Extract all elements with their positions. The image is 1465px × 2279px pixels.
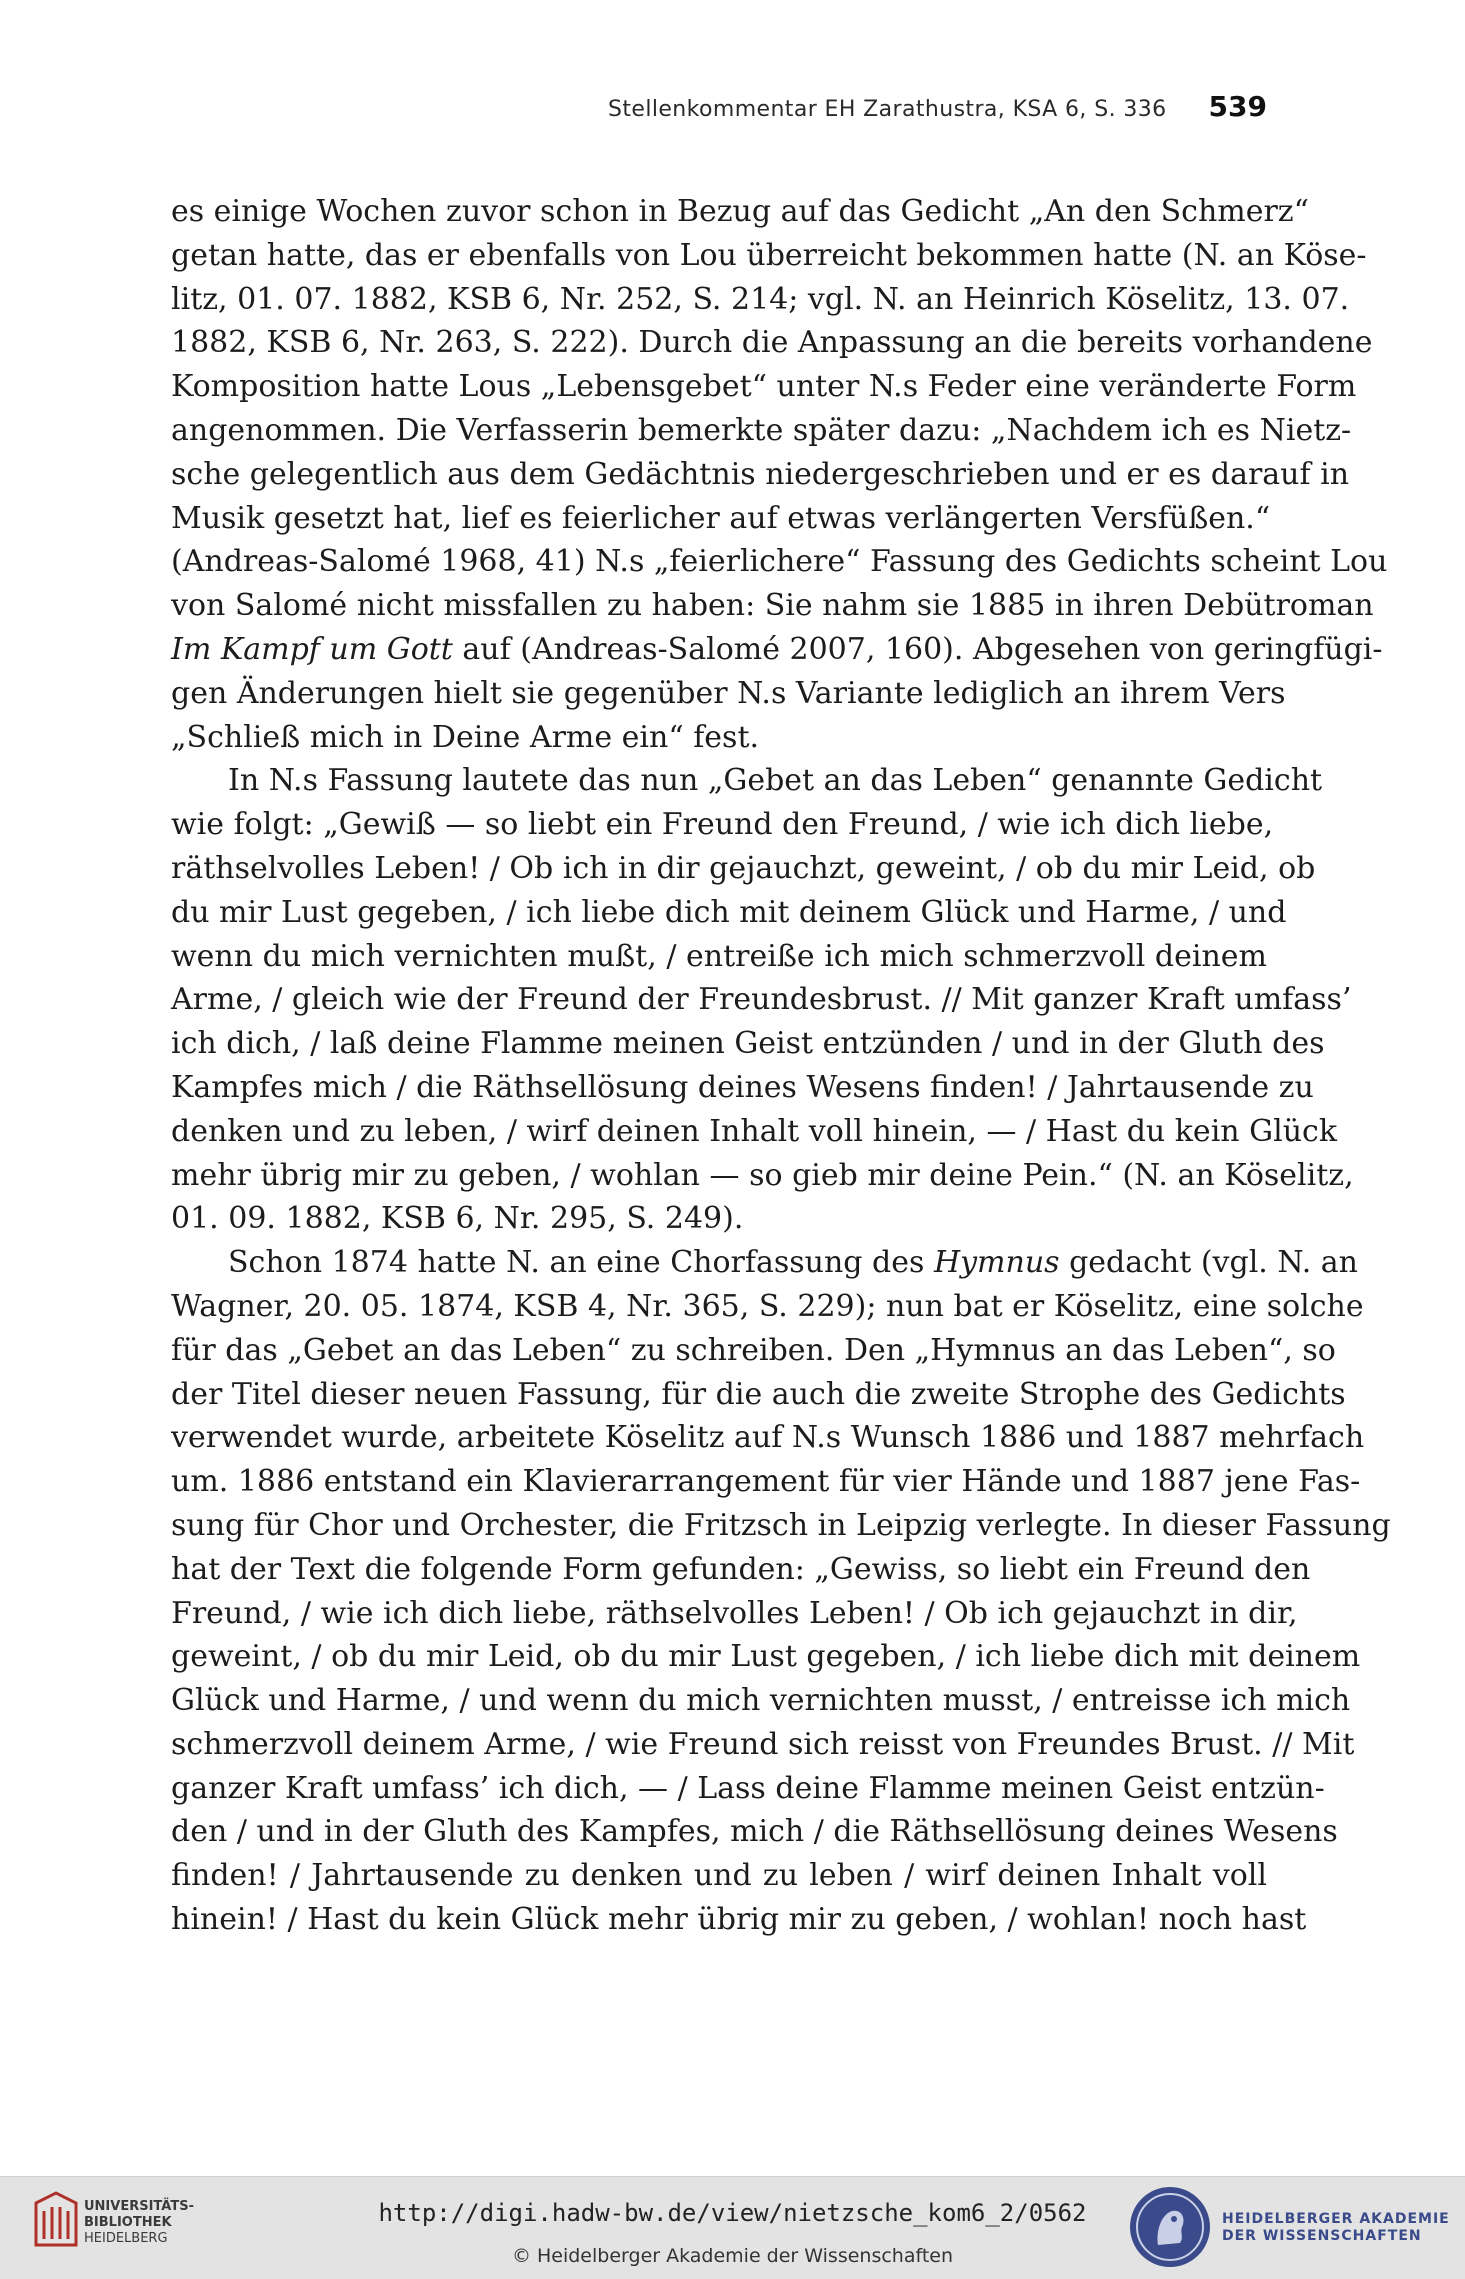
paragraph-2 bbox=[171, 759, 1354, 1241]
text-line: 01. 09. 1882, KSB 6, Nr. 295, S. 249). bbox=[171, 1201, 744, 1237]
running-head bbox=[171, 90, 1267, 123]
text-line: hat der Text die folgende Form gefunden: „Gewiss, so liebt ein Freund den bbox=[171, 1551, 1311, 1587]
text-line: angenommen. Die Verfasserin bemerkte später dazu: „Nachdem ich es Nietz- bbox=[171, 412, 1352, 448]
commentary-text bbox=[171, 190, 1391, 1942]
text-line: (Andreas-Salomé 1968, 41) N.s „feierlichere“ Fassung des Gedichts scheint Lou bbox=[171, 544, 1388, 580]
text-line: Kampfes mich / die Räthsellösung deines Wesens finden! / Jahrtausende zu bbox=[171, 1069, 1314, 1105]
text-run: Schon 1874 hatte N. an eine Chorfassung des bbox=[228, 1245, 934, 1281]
text-line: hinein! / Hast du kein Glück mehr übrig mir zu geben, / wohlan! noch hast bbox=[171, 1902, 1307, 1938]
copyright-notice: © Heidelberger Akademie der Wissenschaften bbox=[511, 2245, 954, 2267]
paragraph-1 bbox=[171, 190, 1388, 759]
text-line: es einige Wochen zuvor schon in Bezug auf das Gedicht „An den Schmerz“ bbox=[171, 194, 1309, 229]
text-line: denken und zu leben, / wirf deinen Inhalt voll hinein, — / Hast du kein Glück bbox=[171, 1113, 1338, 1149]
text-line bbox=[171, 1241, 1358, 1285]
text-line: litz, 01. 07. 1882, KSB 6, Nr. 252, S. 214; vgl. N. an Heinrich Köselitz, 13. 07. bbox=[171, 281, 1350, 317]
text-line: „Schließ mich in Deine Arme ein“ fest. bbox=[171, 719, 760, 755]
text-line bbox=[171, 628, 1383, 672]
text-line: finden! / Jahrtausende zu denken und zu leben / wirf deinen Inhalt voll bbox=[171, 1858, 1267, 1894]
text-line: sche gelegentlich aus dem Gedächtnis niedergeschrieben und er es darauf in bbox=[171, 456, 1350, 492]
text-line: In N.s Fassung lautete das nun „Gebet an das Leben“ genannte Gedicht bbox=[228, 763, 1323, 799]
text-line: wenn du mich vernichten mußt, / entreiße ich mich schmerzvoll deinem bbox=[171, 938, 1267, 974]
permalink-url[interactable]: http://digi.hadw-bw.de/view/nietzsche_kom6_2/0562 bbox=[378, 2199, 1087, 2227]
hadw-name-line: DER WISSENSCHAFTEN bbox=[1222, 2228, 1422, 2244]
ub-name-line: UNIVERSITÄTS- bbox=[84, 2199, 194, 2214]
text-line: wie folgt: „Gewiß — so liebt ein Freund den Freund, / wie ich dich liebe, bbox=[171, 807, 1274, 843]
text-line: mehr übrig mir zu geben, / wohlan — so gieb mir deine Pein.“ (N. an Köselitz, bbox=[171, 1157, 1354, 1193]
text-line: für das „Gebet an das Leben“ zu schreiben. Den „Hymnus an das Leben“, so bbox=[171, 1332, 1336, 1368]
text-line: schmerzvoll deinem Arme, / wie Freund sich reisst von Freundes Brust. // Mit bbox=[171, 1726, 1355, 1762]
ub-name-line: HEIDELBERG bbox=[84, 2231, 168, 2246]
text-line: Wagner, 20. 05. 1874, KSB 4, Nr. 365, S. 229); nun bat er Köselitz, eine solche bbox=[171, 1288, 1364, 1324]
text-run: gedacht (vgl. N. an bbox=[1059, 1245, 1358, 1281]
text-line: von Salomé nicht missfallen zu haben: Sie nahm sie 1885 in ihren Debütroman bbox=[171, 588, 1374, 624]
text-line: getan hatte, das er ebenfalls von Lou überreicht bekommen hatte (N. an Köse- bbox=[171, 237, 1367, 273]
text-line: räthselvolles Leben! / Ob ich in dir gejauchzt, geweint, / ob du mir Leid, ob bbox=[171, 850, 1316, 886]
hadw-name-line: HEIDELBERGER AKADEMIE bbox=[1222, 2211, 1450, 2227]
text-line: ganzer Kraft umfass’ ich dich, — / Lass deine Flamme meinen Geist entzün- bbox=[171, 1770, 1325, 1806]
text-line: sung für Chor und Orchester, die Fritzsch in Leipzig verlegte. In dieser Fassung bbox=[171, 1507, 1391, 1543]
text-run: auf (Andreas-Salomé 2007, 160). Abgesehen von geringfügi- bbox=[452, 631, 1383, 667]
hadw-seal-icon bbox=[1128, 2185, 1212, 2269]
running-title: Stellenkommentar EH Zarathustra, KSA 6, S. 336 bbox=[608, 97, 1167, 122]
page-number: 539 bbox=[1208, 90, 1267, 123]
paragraph-3 bbox=[171, 1241, 1391, 1942]
text-line: Arme, / gleich wie der Freund der Freundesbrust. // Mit ganzer Kraft umfass’ bbox=[171, 982, 1352, 1018]
ub-name-line: BIBLIOTHEK bbox=[84, 2215, 172, 2230]
book-title-italic: Im Kampf um Gott bbox=[171, 631, 453, 667]
text-line: du mir Lust gegeben, / ich liebe dich mit deinem Glück und Harme, / und bbox=[171, 894, 1287, 930]
text-line: Freund, / wie ich dich liebe, räthselvolles Leben! / Ob ich gejauchzt in dir, bbox=[171, 1595, 1298, 1631]
viewer-footer bbox=[0, 2176, 1465, 2279]
text-line: um. 1886 entstand ein Klavierarrangement für vier Hände und 1887 jene Fas- bbox=[171, 1464, 1361, 1500]
text-line: der Titel dieser neuen Fassung, für die auch die zweite Strophe des Gedichts bbox=[171, 1376, 1346, 1412]
text-line: verwendet wurde, arbeitete Köselitz auf N.s Wunsch 1886 und 1887 mehrfach bbox=[171, 1420, 1365, 1456]
text-line: Glück und Harme, / und wenn du mich vernichten musst, / entreisse ich mich bbox=[171, 1683, 1351, 1719]
text-line: Komposition hatte Lous „Lebensgebet“ unter N.s Feder eine veränderte Form bbox=[171, 369, 1357, 405]
text-line: Musik gesetzt hat, lief es feierlicher auf etwas verlängerten Versfüßen.“ bbox=[171, 500, 1271, 536]
text-line: den / und in der Gluth des Kampfes, mich / die Räthsellösung deines Wesens bbox=[171, 1814, 1338, 1850]
hadw-academy-name bbox=[1222, 2211, 1450, 2245]
work-title-italic: Hymnus bbox=[933, 1245, 1060, 1281]
text-line: ich dich, / laß deine Flamme meinen Geist entzünden / und in der Gluth des bbox=[171, 1026, 1325, 1062]
text-line: gen Änderungen hielt sie gegenüber N.s Variante lediglich an ihrem Vers bbox=[171, 675, 1286, 711]
text-line: 1882, KSB 6, Nr. 263, S. 222). Durch die Anpassung an die bereits vorhandene bbox=[171, 325, 1373, 361]
text-line: geweint, / ob du mir Leid, ob du mir Lust gegeben, / ich liebe dich mit deinem bbox=[171, 1639, 1361, 1675]
